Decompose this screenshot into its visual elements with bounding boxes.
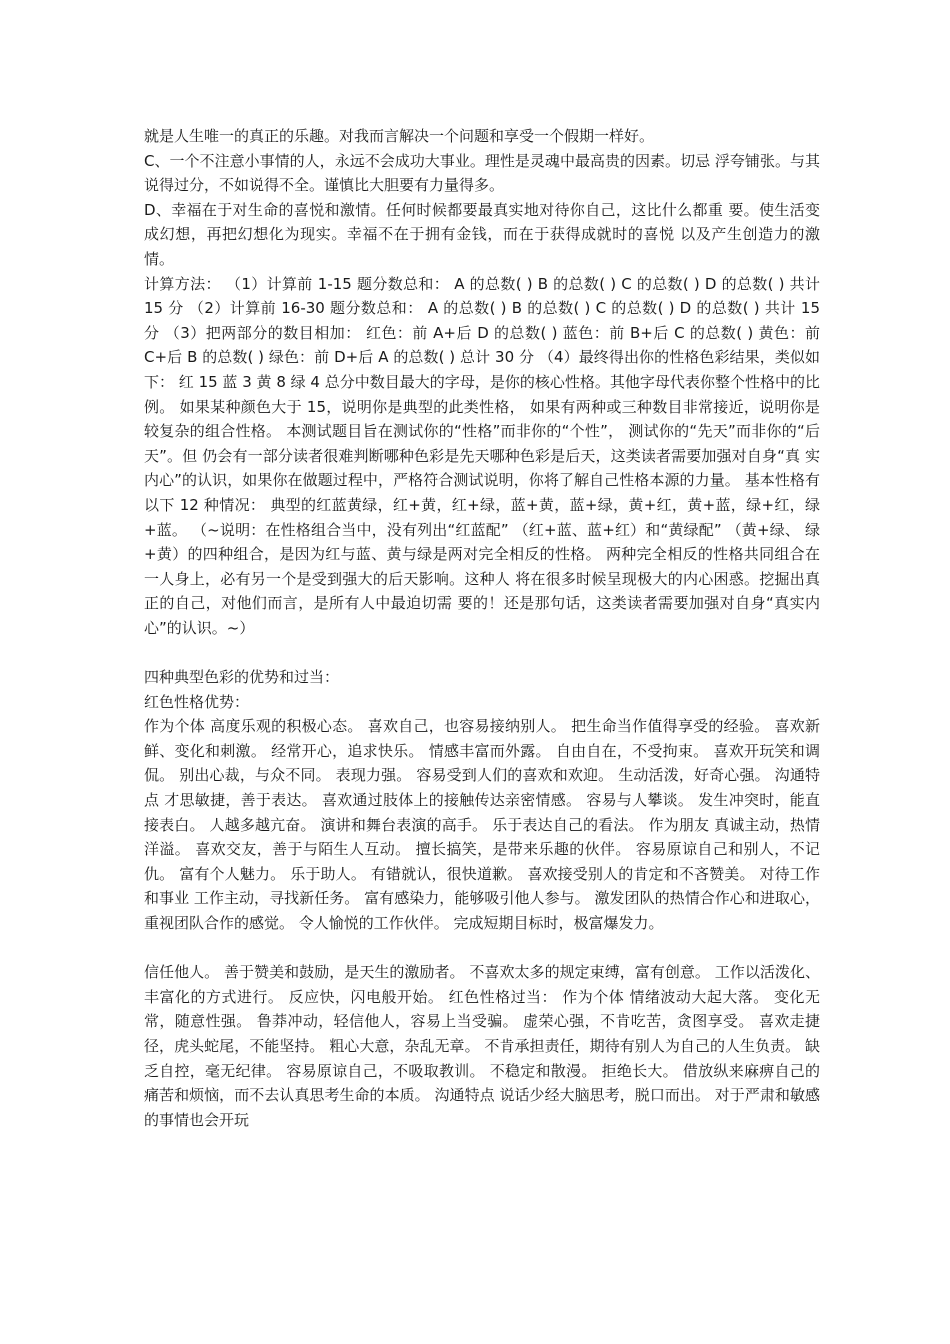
red-strengths-text: 作为个体 高度乐观的积极心态。 喜欢自己，也容易接纳别人。 把生命当作值得享受的经验。 喜欢新鲜、变化和刺激。 经常开心，追求快乐。 情感丰富而外露。 自由自在，不受拘束。 喜欢开玩笑和调侃。 别出心裁，与众不同。 表现力强。 容易受到人们的喜欢和欢迎。 生动活泼，好奇心强。 沟通特点 才思敏捷，善于表达。 喜欢通过肢体上的接触传达亲密情感。 容易与人攀谈。 发生冲突时，能直接表白。 人越多越亢奋。 演讲和舞台表演的高手。 乐于表达自己的看法。 作为朋友 真诚主动，热情洋溢。 喜欢交友，善于与陌生人互动。 擅长搞笑，是带来乐趣的伙伴。 容易原谅自己和别人，不记仇。 富有个人魅力。 乐于助人。 有错就认，很快道歉。 喜欢接受别人的肯定和不吝赞美。 对待工作和事业 工作主动，寻找新任务。 富有感染力，能够吸引他人参与。 激发团队的热情合作心和进取心，重视团队合作的感觉。 令人愉悦的工作伙伴。 完成短期目标时，极富爆发力。	[144, 717, 820, 932]
paragraph-spacer	[144, 640, 820, 665]
red-strengths-title: 红色性格优势：	[144, 692, 250, 711]
document-body	[144, 124, 820, 1132]
red-traits-continued: 信任他人。 善于赞美和鼓励，是天生的激励者。 不喜欢太多的规定束缚，富有创意。 工作以活泼化、丰富化的方式进行。 反应快，闪电般开始。 红色性格过当： 作为个体 情绪波动大起大落。 变化无常，随意性强。 鲁莽冲动，轻信他人，容易上当受骗。 虚荣心强，不肯吃苦，贪图享受。 喜欢走捷径，虎头蛇尾，不能坚持。 粗心大意，杂乱无章。 不肯承担责任，期待有别人为自己的人生负责。 缺乏自控，毫无纪律。 容易原谅自己，不吸取教训。 不稳定和散漫。 拒绝长大。 借放纵来麻痹自己的痛苦和烦恼，而不去认真思考生命的本质。 沟通特点 说话少经大脑思考，脱口而出。 对于严肃和敏感的事情也会开玩	[144, 963, 820, 1129]
paragraph-c: C、一个不注意小事情的人，永远不会成功大事业。理性是灵魂中最高贵的因素。切忌 浮夸铺张。与其说得过分，不如说得不全。谨慎比大胆要有力量得多。	[144, 151, 820, 195]
calculation-method: 计算方法： （1）计算前 1-15 题分数总和： A 的总数( ) B 的总数( ) C 的总数( ) D 的总数( ) 共计 15 分 （2）计算前 16-30 题分数总和： A 的总数( ) B 的总数( ) C 的总数( ) D 的总数( ) 共计 15 分 （3）把两部分的数目相加： 红色：前 A+后 D 的总数( ) 蓝色：前 B+后 C 的总数( ) 黄色：前 C+后 B 的总数( ) 绿色：前 D+后 A 的总数( ) 总计 30 分 （4）最终得出你的性格色彩结果，类似如下： 红 15 蓝 3 黄 8 绿 4 总分中数目最大的字母，是你的核心性格。其他字母代表你整个性格中的比例。 如果某种颜色大于 15，说明你是典型的此类性格， 如果有两种或三种数目非常接近，说明你是较复杂的组合性格。 本测试题目旨在测试你的“性格”而非你的“个性”， 测试你的“先天”而非你的“后天”。但 仍会有一部分读者很难判断哪种色彩是先天哪种色彩是后天，这类读者需要加强对自身“真 实内心”的认识，如果你在做题过程中，严格符合测试说明，你将了解自己性格本源的力量。 基本性格有以下 12 种情况： 典型的红蓝黄绿，红+黄，红+绿，蓝+黄，蓝+绿，黄+红，黄+蓝，绿+红，绿+蓝。 （~说明：在性格组合当中，没有列出“红蓝配” （红+蓝、蓝+红）和“黄绿配” （黄+绿、 绿+黄）的四种组合，是因为红与蓝、黄与绿是两对完全相反的性格。 两种完全相反的性格共同组合在一人身上，必有另一个是受到强大的后天影响。这种人 将在很多时候呈现极大的内心困惑。挖掘出真正的自己，对他们而言，是所有人中最迫切需 要的！还是那句话，这类读者需要加强对自身“真实内心”的认识。~）	[144, 274, 820, 637]
section-title: 四种典型色彩的优势和过当：	[144, 668, 340, 687]
paragraph-d: D、幸福在于对生命的喜悦和激情。任何时候都要最真实地对待你自己，这比什么都重 要。使生活变成幻想，再把幻想化为现实。幸福不在于拥有金钱，而在于获得成就时的喜悦 以及产生创造力的激情。	[144, 200, 820, 268]
paragraph-b-ending: 就是人生唯一的真正的乐趣。对我而言解决一个问题和享受一个假期一样好。	[144, 127, 655, 145]
paragraph-spacer	[144, 936, 820, 961]
